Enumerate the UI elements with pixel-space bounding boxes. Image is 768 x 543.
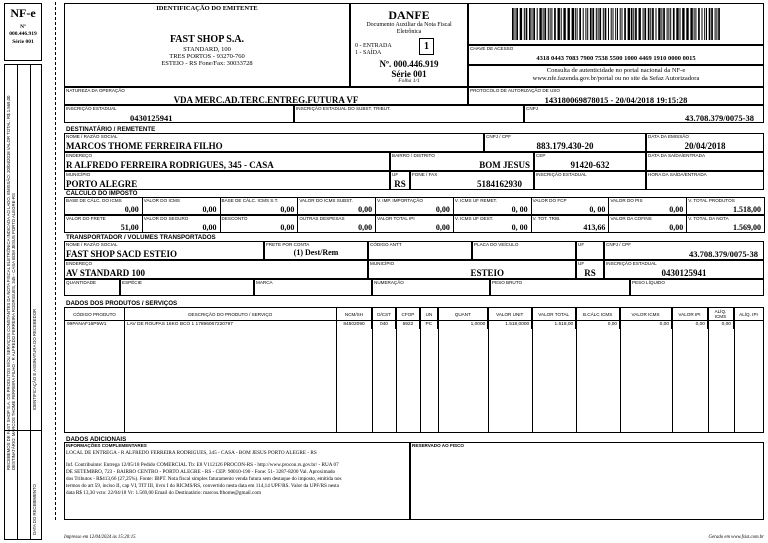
nfe-stub-series: Série 001 [12,39,34,45]
table-cell: 040 [372,321,396,329]
barcode-bar [533,8,535,40]
column-divider [734,307,735,433]
barcode-bar [661,8,662,40]
barcode-bar [644,8,646,40]
emitente-addr2: TRES PORTOS - 93270-760 [169,53,245,60]
imposto-cell-value: 0, 00 [511,223,528,232]
barcode-bar [577,8,578,40]
produtos-header-cell: ALÍQ. IPI [733,308,763,321]
imposto-section-title: CÁLCULO DO IMPOSTO [66,190,138,197]
column-divider [576,307,577,433]
barcode-bar [558,8,560,40]
imposto-cell-label: V. IMP. IMPORTAÇÃO [377,198,423,203]
barcode-bar [544,8,546,40]
dest-name-label: NOME / RAZÃO SOCIAL [66,134,118,139]
barcode-bar [706,8,707,40]
imposto-cell-value: 0,00 [669,223,684,232]
table-cell: 84502090 [336,321,372,329]
table-cell: 5922 [396,321,420,329]
danfe-title: DANFE [388,8,430,22]
dest-end: R ALFREDO FERREIRA RODRIGUES, 345 - CASA [66,160,274,170]
imposto-cell-label: OUTRAS DESPESAS [299,216,345,221]
produtos-header-cell: VALOR TOTAL [532,308,576,321]
transp-cnpj: 43.708.379/0075-38 [689,249,758,259]
receipt-text: RECEBEMOS DE FAST SHOP S.A. OS PRODUTOS E/OU SERVIÇOS CONSTANTES DA NOTA FISCAL ELETRÔNICA INDICADA AO LADO. EMISSÃO: 20/04/2018 VALOR TOTAL: R$ 1.569,00 DESTINATÁRIO: MARCOS THOME FERREIRA FILHO - R ALFREDO FERREIRA RODRIGUES, 345 - CASA BOM JESUS PORTO ALEGRE-RS [6,95,17,470]
adicionais-section-title: DADOS ADICIONAIS [66,436,127,443]
imposto-cell-label: BASE DE CÁLC. DO ICMS [66,198,122,203]
column-divider [708,307,709,433]
barcode-bar [668,8,669,40]
barcode-bar [715,8,716,40]
barcode-bar [598,8,599,40]
ie-value: 0430125941 [130,113,173,123]
barcode-bar [698,8,700,40]
table-cell: 1.518,0000 [488,321,532,329]
danfe-folha: Folha 1/1 [398,78,420,84]
imposto-cell-value: 0,00 [358,223,373,232]
barcode-bar [516,8,518,40]
barcode-bar [718,8,720,40]
imposto-cell-label: VALOR DO ICMS SUBST. [299,198,353,203]
transp-ie: 0430125941 [661,268,707,278]
dest-hora-label: HORA DA SAÍDA/ENTRADA [648,172,707,177]
nfe-stub-number-label: Nº [20,24,26,30]
column-divider [488,307,489,433]
transp-uf2-label: UF [578,261,585,266]
barcode-bar [658,8,660,40]
dest-saida-label: DATA DA SAÍDA/ENTRADA [648,153,706,158]
produtos-header-cell: NCM/SH [336,308,372,321]
imposto-cell-value: 1.518,00 [732,205,761,214]
cnpj-value: 43.708.379/0075-38 [685,113,754,123]
transp-pb-label: PESO BRUTO [492,280,523,285]
barcode-bar [579,8,581,40]
table-cell: 0,00 [576,321,620,329]
produtos-header-cell: VALOR ICMS [620,308,672,321]
nfe-stub-number: 000.446.919 [9,31,37,37]
barcode-bar [702,8,703,40]
dest-end-label: ENDEREÇO [66,153,93,158]
produtos-header-cell: O/CST [372,308,396,321]
barcode-bar [624,8,626,40]
consulta-line2: www.nfe.fazenda.gov.br/portal ou no site da Sefaz Autorizadora [532,75,700,82]
fisco-label: RESERVADO AO FISCO [412,443,464,448]
transp-section-title: TRANSPORTADOR / VOLUMES TRANSPORTADOS [66,234,216,241]
dest-cep: 91420-632 [570,160,610,170]
table-cell: 0,00 [620,321,672,329]
transp-frete: (1) Dest/Rem [293,248,339,257]
table-cell: PC [420,321,438,329]
dest-emissao-label: DATA DA EMISSÃO [648,134,689,139]
barcode-bar [695,8,696,40]
column-divider [396,307,397,433]
natureza-label: NATUREZA DA OPERAÇÃO [66,88,125,93]
produtos-header-cell: VALOR IPI [672,308,708,321]
dest-uf: RS [394,179,406,189]
dest-bairro: BOM JESUS [479,160,530,170]
table-cell: LAV DE ROUPAS 16KG BCO 1 17896067220797 [124,321,336,329]
transp-mun-label: MUNICÍPIO [370,261,395,266]
column-divider [438,307,439,433]
barcode-bar [529,8,531,40]
barcode-bar [572,8,574,40]
barcode-bar [633,8,634,40]
imposto-cell-value: 0,00 [280,205,295,214]
barcode-bar [613,8,614,40]
barcode-bar [631,8,633,40]
imposto-cell-value: 51,00 [120,223,139,232]
barcode-bar [680,8,681,40]
barcode-bar [643,8,644,40]
imposto-cell-value: 413,66 [583,223,606,232]
barcode-bar [716,8,717,40]
column-divider [336,307,337,433]
dest-fone-label: FONE / FAX [412,172,438,177]
transp-esp-label: ESPÉCIE [122,280,142,285]
dest-ie-label: INSCRIÇÃO ESTADUAL [536,172,587,177]
imposto-cell-value: 0,00 [669,205,684,214]
consulta-line1: Consulta de autenticidade no portal nacional da NF-e [546,67,686,74]
imposto-cell-label: VALOR DA COFINS [610,216,652,221]
imposto-cell-value: 0,00 [202,205,217,214]
barcode-bar [704,8,705,40]
barcode-bar [575,8,576,40]
imposto-cell-value: 0,00 [358,205,373,214]
imposto-cell-value: 0, 00 [589,205,606,214]
emitente-addr1: STANDARD, 100 [183,46,231,53]
imposto-cell-label: VALOR DO FRETE [66,216,106,221]
barcode-bar [537,8,538,40]
transp-name: FAST SHOP SACD ESTEIO [66,249,177,259]
barcode-bar [620,8,621,40]
barcode-bar [603,8,604,40]
dest-emissao: 20/04/2018 [684,141,726,151]
table-row [65,321,764,329]
barcode-bar [543,8,544,40]
barcode-bar [676,8,678,40]
imposto-cell-label: VALOR DO PIS [610,198,643,203]
footer-generated: Gerado em www.fsist.com.br [708,535,764,540]
date-received-label: DATA DO RECEBIMENTO [32,484,37,535]
table-cell: 99PANAF16P5W1 [65,321,125,329]
imposto-cell-value: 0,00 [435,205,450,214]
info-line2: Inf. Contribuinte: Entrega 12/05/18 Pedido COMERCIAL Tb: E8 V112126 PROCON-RS - http://www.procon.rs.gov.br/ - RUA 07 [66,462,339,468]
produtos-table [64,307,764,329]
barcode-bar [561,8,562,40]
barcode-bar [615,8,616,40]
dest-cpf-label: CNPJ / CPF [486,134,512,139]
barcode-bar [590,8,592,40]
danfe-number: Nº. 000.446.919 [379,59,439,69]
barcode-bar [663,8,665,40]
imposto-cell-value: 1.569,00 [732,223,761,232]
barcode-bar [652,8,654,40]
fisco-box [410,442,764,520]
barcode-bar [656,8,657,40]
dest-name: MARCOS THOME FERREIRA FILHO [66,141,223,151]
barcode-bar [611,8,612,40]
column-divider [372,307,373,433]
transp-uf2: RS [584,268,596,278]
imposto-cell-label: VALOR DO FCP [532,198,567,203]
barcode-bar [682,8,684,40]
barcode [512,8,722,40]
dest-cpf: 883.179.430-20 [536,141,594,151]
barcode-bar [608,8,609,40]
transp-mun: ESTEIO [470,268,504,278]
produtos-header-cell: QUANT [438,308,488,321]
barcode-bar [583,8,584,40]
imposto-cell-label: V. ICMS UF REMET. [454,198,498,203]
column-divider [532,307,533,433]
barcode-bar [526,8,528,40]
barcode-bar [551,8,552,40]
column-divider [124,307,125,433]
info-line3: DE SETEMBRO, 723 - BAIRRO CENTRO - PORTO ALEGRE - RS - CEP: 90010-190 - Fone: 51- 3287-8200 Val. Aproximado [66,469,336,475]
barcode-bar [686,8,688,40]
imposto-cell-value: 0,00 [280,223,295,232]
barcode-bar [605,8,607,40]
danfe-subtitle2: Eletrônica [396,29,422,35]
barcode-bar [639,8,641,40]
transp-num-label: NUMERAÇÃO [374,280,404,285]
imposto-cell-label: VALOR DO ICMS [143,198,180,203]
barcode-bar [568,8,570,40]
table-cell: 1,0000 [438,321,488,329]
barcode-bar [648,8,650,40]
transp-qtd-label: QUANTIDADE [66,280,97,285]
barcode-bar [635,8,637,40]
dest-fone: 5184162930 [477,179,522,189]
barcode-bar [550,8,551,40]
protocolo-label: PROTOCOLO DE AUTORIZAÇÃO DE USO [470,88,560,93]
cnpj-label: CNPJ [526,106,538,111]
produtos-header-cell: VALOR UNIT [488,308,532,321]
imposto-cell-value: 0,00 [124,205,139,214]
column-divider [420,307,421,433]
info-line4: dos Tributos - R$413,66 (27,25%). Fonte: IBPT. Nota fiscal simples faturamento venda futura sem destaque do imposto, emitida nos [66,476,342,482]
produtos-header-cell: UN [420,308,438,321]
chave-value: 4318 0443 7083 7900 7538 5500 1000 4469 1910 0000 0015 [536,55,696,62]
barcode-bar [596,8,597,40]
imposto-cell-label: V. TOTAL PRODUTOS [688,198,735,203]
barcode-bar [554,8,556,40]
transp-antt-label: CÓDIGO ANTT [370,242,402,247]
barcode-bar [520,8,522,40]
transp-pl-label: PESO LÍQUIDO [632,280,665,285]
info-line6: data R$ 13,30 vcto: 22/04/18 Vr: 1.569,00 Email do Destinatário: marcos.fthome@gmail.com [66,490,261,496]
saida-label: 1 - SAÍDA [355,50,382,56]
imposto-cell-label: VALOR TOTAL IPI [377,216,415,221]
barcode-bar [709,8,711,40]
imposto-cell-label: V. ICMS UF DEST. [454,216,494,221]
produtos-header-cell: B.CÁLC ICMS [576,308,620,321]
chave-label: CHAVE DE ACESSO [470,46,514,51]
dest-cep-label: CEP [536,153,546,158]
natureza-value: VDA MERC.AD.TERC.ENTREG.FUTURA VF [173,95,359,105]
ie-st-label: INSCRIÇÃO ESTADUAL DO SUBST. TRIBUT. [296,106,391,111]
transp-marca-label: MARCA [256,280,273,285]
imposto-cell-label: V. TOT. TRIB. [532,216,561,221]
produtos-header-cell: CÓDIGO PRODUTO [65,308,125,321]
imposto-cell-value: 0, 00 [511,205,528,214]
barcode-bar [515,8,516,40]
dest-uf-label: UF [392,172,399,177]
imposto-cell-value: 0,00 [435,223,450,232]
barcode-bar [524,8,525,40]
danfe-series: Série 001 [391,69,427,79]
transp-placa-label: PLACA DO VEÍCULO [474,242,519,247]
barcode-bar [617,8,618,40]
imposto-cell-label: DESCONTO [221,216,248,221]
barcode-bar [532,8,533,40]
footer-printed: Impresso em 12/04/2024 às 15:20:15 [64,535,136,540]
imposto-cell-label: VALOR DO SEGURO [143,216,189,221]
barcode-bar [622,8,623,40]
transp-frete-label: FRETE POR CONTA [266,242,310,247]
nfe-stub-title: NF-e [10,6,36,20]
barcode-bar [650,8,651,40]
imposto-cell-label: BASE DE CÁLC. ICMS S.T. [221,198,279,203]
produtos-section-title: DADOS DOS PRODUTOS / SERVIÇOS [66,300,178,307]
column-divider [620,307,621,433]
dest-bairro-label: BAIRRO / DISTRITO [392,153,435,158]
barcode-bar [694,8,695,40]
produtos-header-row [65,308,764,321]
info-label: INFORMAÇÕES COMPLEMENTARES [66,443,147,448]
dest-mun-label: MUNICÍPIO [66,172,91,177]
emitente-header: IDENTIFICAÇÃO DO EMITENTE [156,5,258,12]
table-cell [733,321,763,329]
barcode-bar [563,8,565,40]
signature-label: IDENTIFICAÇÃO E ASSINATURA DO RECEBEDOR [32,308,37,410]
danfe-subtitle1: Documento Auxiliar da Nota Fiscal [366,22,452,28]
barcode-bar [548,8,549,40]
transp-cnpj-label: CNPJ / CPF [606,242,632,247]
column-divider [672,307,673,433]
table-cell: 0,00 [707,321,733,329]
protocolo-value: 143180069878015 - 20/04/2018 19:15:28 [544,95,688,105]
barcode-bar [512,8,514,40]
produtos-header-cell: ALÍQ. ICMS [707,308,733,321]
barcode-bar [667,8,668,40]
barcode-bar [711,8,713,40]
barcode-bar [599,8,601,40]
barcode-bar [628,8,630,40]
imposto-cell-value: 0,00 [202,223,217,232]
transp-uf-label: UF [578,242,585,247]
tipo-box: 1 [419,38,434,55]
transp-name-label: NOME / RAZÃO SOCIAL [66,242,118,247]
cut-line [55,2,56,520]
produtos-header-cell: DESCRIÇÃO DO PRODUTO / SERVIÇO [124,308,336,321]
info-line5: termos do art 59, inciso II, cap VI, TIT III, livro I do RICMS/RS, convertido nesta data em 114,14 UPF/RS. Valor da UPF/RS nesta [66,483,339,489]
emitente-addr3: ESTEIO - RS Fone/Fax: 30033728 [161,60,253,67]
emitente-name: FAST SHOP S.A. [169,34,245,45]
barcode-bar [670,8,671,40]
transp-end-label: ENDEREÇO [66,261,93,266]
entrada-label: 0 - ENTRADA [355,43,392,49]
produtos-header-cell: CFOP [396,308,420,321]
barcode-bar [673,8,675,40]
table-cell: 1.518,00 [532,321,576,329]
transp-end: AV STANDARD 100 [66,268,146,278]
table-cell: 0,00 [672,321,708,329]
imposto-cell-label: V. TOTAL DA NOTA [688,216,729,221]
ie-label: INSCRIÇÃO ESTADUAL [66,106,117,111]
info-line1: LOCAL DE ENTREGA - R ALFREDO FERREIRA RODRIGUES, 345 - CASA - BOM JESUS PORTO ALEGRE - RS [66,450,317,456]
barcode-bar [690,8,692,40]
barcode-bar [592,8,594,40]
barcode-bar [539,8,541,40]
transp-ie-label: INSCRIÇÃO ESTADUAL [606,261,657,266]
dest-section-title: DESTINATÁRIO / REMETENTE [66,126,156,133]
dest-mun: PORTO ALEGRE [66,179,138,189]
emitente-box [64,3,350,87]
barcode-bar [587,8,588,40]
barcode-bar [585,8,586,40]
